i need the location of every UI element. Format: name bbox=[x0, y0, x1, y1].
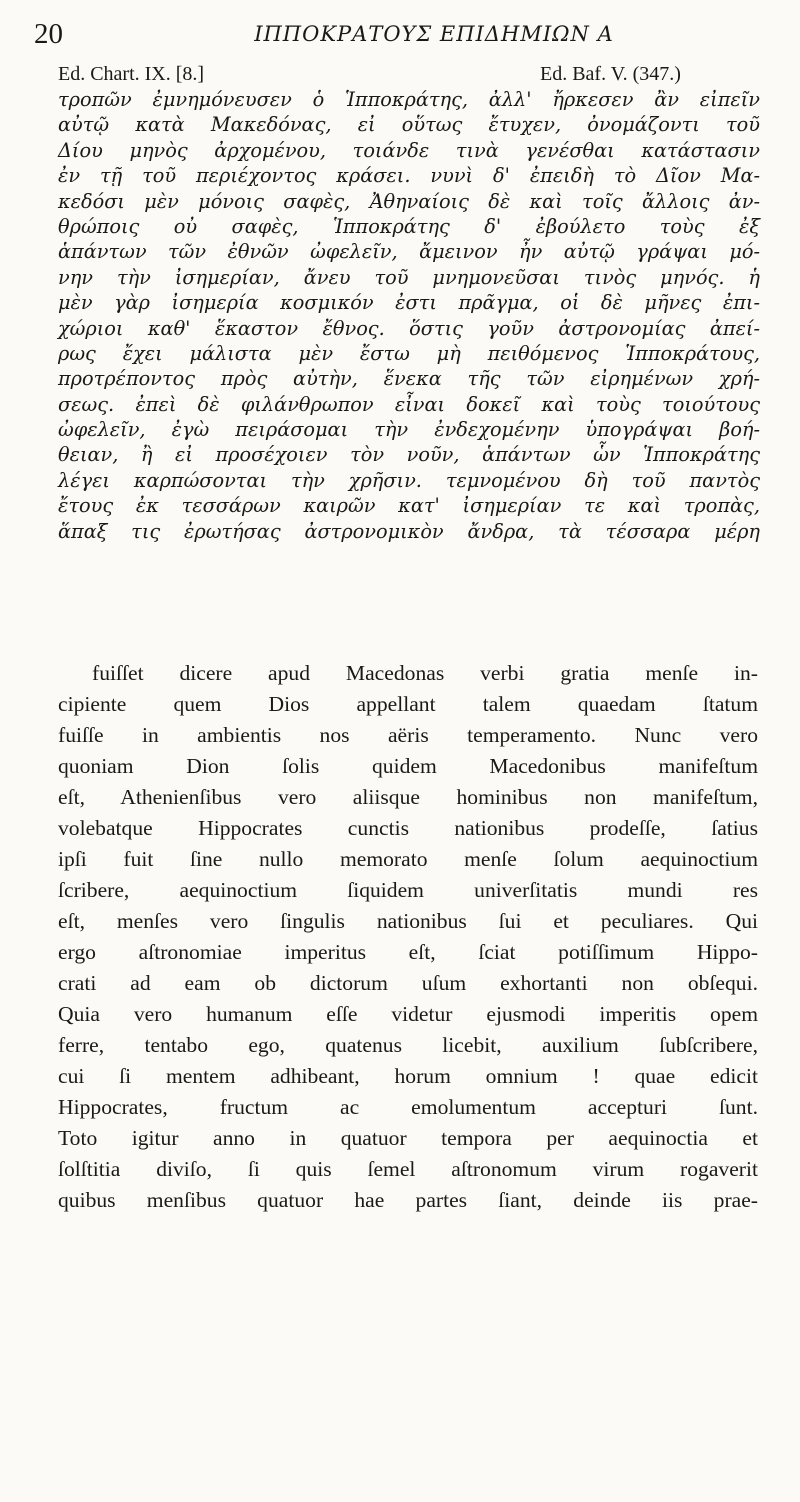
latin-text-block bbox=[58, 658, 758, 1216]
edition-chart-reference: Ed. Chart. IX. [8.] bbox=[58, 63, 205, 85]
greek-text-line: ἐν τῇ τοῦ περιέχοντος κράσει. νυνὶ δ' ἐπειδὴ τὸ Δῖον Μα- bbox=[58, 164, 760, 188]
latin-text-line: Hippocrates, fructum ac emolumentum accepturi ſunt. bbox=[58, 1095, 758, 1119]
latin-text-line: ergo aſtronomiae imperitus eſt, ſciat potiſſimum Hippo- bbox=[58, 940, 758, 964]
latin-text-line: Toto igitur anno in quatuor tempora per aequinoctia et bbox=[58, 1126, 758, 1150]
latin-text-line: ſcribere, aequinoctium ſiquidem univerſitatis mundi res bbox=[58, 878, 758, 902]
greek-text-line: ρως ἔχει μάλιστα μὲν ἔστω μὴ πειθόμενος Ἱπποκράτους, bbox=[58, 341, 760, 365]
greek-text-line: κεδόσι μὲν μόνοις σαφὲς, Ἀθηναίοις δὲ καὶ τοῖς ἄλλοις ἀν- bbox=[58, 189, 760, 213]
page-header bbox=[34, 16, 774, 50]
latin-text-line: ferre, tentabo ego, quatenus licebit, auxilium ſubſcribere, bbox=[58, 1033, 758, 1057]
latin-text-line: crati ad eam ob dictorum uſum exhortanti non obſequi. bbox=[58, 971, 758, 995]
page-number: 20 bbox=[34, 18, 63, 50]
latin-text-line: eſt, menſes vero ſingulis nationibus ſui et peculiares. Qui bbox=[58, 909, 758, 933]
greek-text-line: νην τὴν ἰσημερίαν, ἄνευ τοῦ μνημονεῦσαι τινὸς μηνός. ἡ bbox=[58, 265, 760, 289]
latin-text-line: ipſi fuit ſine nullo memorato menſe ſolum aequinoctium bbox=[58, 847, 758, 871]
greek-text-line: προτρέποντος πρὸς αὐτὴν, ἕνεκα τῆς τῶν εἰρημένων χρή- bbox=[58, 367, 760, 391]
greek-text-line: ἅπαξ τις ἐρωτήσας ἀστρονομικὸν ἄνδρα, τὰ τέσσαρα μέρη bbox=[58, 519, 760, 543]
latin-text-line: ſolſtitia diviſo, ſi quis ſemel aſtronomum virum rogaverit bbox=[58, 1157, 758, 1181]
latin-text-line: quoniam Dion ſolis quidem Macedonibus manifeſtum bbox=[58, 754, 758, 778]
greek-text-line: χώριοι καθ' ἕκαστον ἔθνος. ὅστις γοῦν ἀστρονομίας ἀπεί- bbox=[58, 316, 760, 340]
latin-text-line: Quia vero humanum eſſe videtur ejusmodi imperitis opem bbox=[58, 1002, 758, 1026]
greek-text-line: θρώποις οὐ σαφὲς, Ἱπποκράτης δ' ἐβούλετο τοὺς ἐξ bbox=[58, 214, 760, 238]
latin-text-line: cui ſi mentem adhibeant, horum omnium ! quae edicit bbox=[58, 1064, 758, 1088]
latin-text-line: cipiente quem Dios appellant talem quaedam ſtatum bbox=[58, 692, 758, 716]
greek-text-line: λέγει καρπώσονται τὴν χρῆσιν. τεμνομένου δὴ τοῦ παντὸς bbox=[58, 468, 760, 492]
greek-text-line: ἔτους ἐκ τεσσάρων καιρῶν κατ' ἰσημερίαν τε καὶ τροπὰς, bbox=[58, 494, 760, 518]
greek-text-line: θειαν, ἢ εἰ προσέχοιεν τὸν νοῦν, ἁπάντων ὧν Ἱπποκράτης bbox=[58, 443, 760, 467]
latin-text-line: volebatque Hippocrates cunctis nationibus prodeſſe, ſatius bbox=[58, 816, 758, 840]
latin-text-line: fuiſſe in ambientis nos aëris temperamento. Nunc vero bbox=[58, 723, 758, 747]
greek-text-line: αὐτῷ κατὰ Μακεδόνας, εἰ οὕτως ἔτυχεν, ὀνομάζοντι τοῦ bbox=[58, 113, 760, 137]
edition-baf-reference: Ed. Baf. V. (347.) bbox=[540, 63, 681, 85]
latin-text-line: eſt, Athenienſibus vero aliisque hominibus non manifeſtum, bbox=[58, 785, 758, 809]
running-title: ΙΠΠΟΚΡΑΤΟΥΣ ΕΠΙΔΗΜΙΩΝ Α bbox=[254, 22, 614, 46]
greek-text-block bbox=[58, 87, 760, 544]
greek-text-line: σεως. ἐπεὶ δὲ φιλάνθρωπον εἶναι δοκεῖ καὶ τοὺς τοιούτους bbox=[58, 392, 760, 416]
latin-text-line: fuiſſet dicere apud Macedonas verbi gratia menſe in- bbox=[92, 661, 758, 685]
greek-text-line: τροπῶν ἐμνημόνευσεν ὁ Ἱπποκράτης, ἀλλ' ἤρκεσεν ἂν εἰπεῖν bbox=[58, 88, 760, 111]
latin-text-line: quibus menſibus quatuor hae partes ſiant, deinde iis prae- bbox=[58, 1188, 758, 1212]
greek-text-line: ἁπάντων τῶν ἐθνῶν ὠφελεῖν, ἄμεινον ἦν αὐτῷ γράψαι μό- bbox=[58, 240, 760, 264]
edition-reference-line bbox=[58, 63, 758, 87]
greek-text-line: Δίου μηνὸς ἀρχομένου, τοιάνδε τινὰ γενέσθαι κατάστασιν bbox=[58, 138, 760, 162]
greek-text-line: ὠφελεῖν, ἐγὼ πειράσομαι τὴν ἐνδεχομένην ὑπογράψαι βοή- bbox=[58, 418, 760, 442]
greek-text-line: μὲν γὰρ ἰσημερία κοσμικόν ἐστι πρᾶγμα, οἱ δὲ μῆνες ἐπι- bbox=[58, 291, 760, 315]
